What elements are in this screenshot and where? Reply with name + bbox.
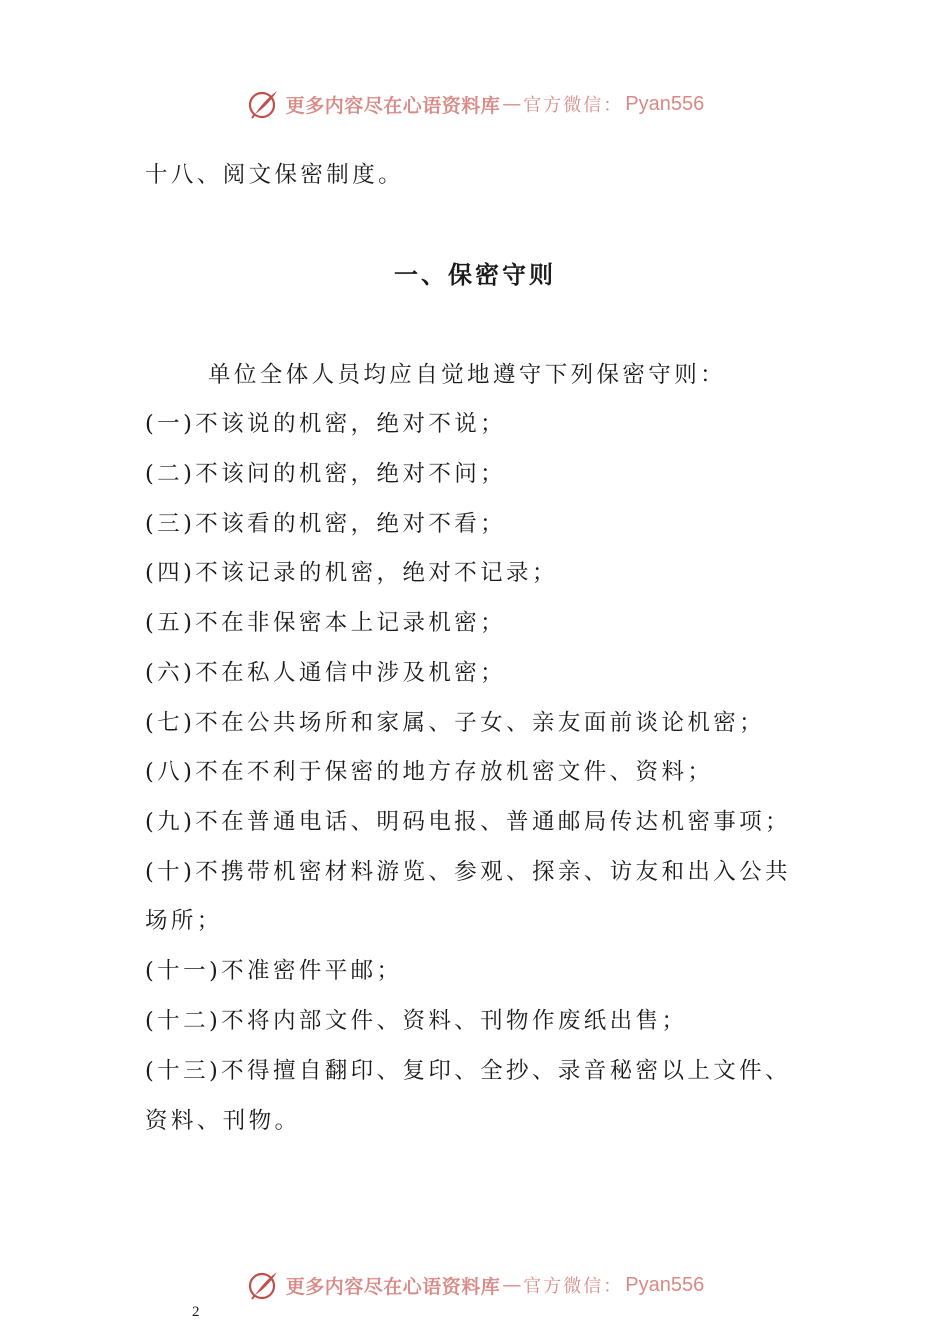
previous-item-text: 十八、阅文保密制度。: [145, 162, 405, 188]
intro-paragraph: 单位全体人员均应自觉地遵守下列保密守则：: [208, 362, 727, 388]
rule-item-9: (九)不在普通电话、明码电报、普通邮局传达机密事项；: [145, 809, 791, 835]
rule-item-4: (四)不该记录的机密，绝对不记录；: [145, 560, 558, 586]
watermark-dash: —: [502, 93, 522, 115]
rule-item-1: (一)不该说的机密，绝对不说；: [145, 411, 507, 437]
header-watermark: [0, 84, 950, 124]
watermark-wechat-label: 官方微信：: [523, 95, 624, 116]
quill-pen-logo-icon: [246, 1268, 280, 1302]
rule-item-2: (二)不该问的机密，绝对不问；: [145, 461, 507, 487]
page-number: 2: [192, 1304, 200, 1320]
rule-item-6: (六)不在私人通信中涉及机密；: [145, 660, 507, 686]
rule-item-7: (七)不在公共场所和家属、子女、亲友面前谈论机密；: [145, 710, 766, 736]
footer-watermark: [0, 1265, 950, 1305]
rule-item-3: (三)不该看的机密，绝对不看；: [145, 511, 507, 537]
rule-item-8: (八)不在不利于保密的地方存放机密文件、资料；: [145, 759, 714, 785]
rule-item-10-line-2: 场所；: [145, 908, 223, 934]
watermark-site-text: 更多内容尽在心语资料库: [285, 94, 501, 117]
rule-item-12: (十二)不将内部文件、资料、刊物作废纸出售；: [145, 1008, 688, 1034]
watermark-site-text: 更多内容尽在心语资料库: [285, 1275, 501, 1298]
rule-item-10-line-1: (十)不携带机密材料游览、参观、探亲、访友和出入公共: [145, 859, 791, 885]
watermark-wechat-id: Pyan556: [625, 1273, 705, 1296]
rule-item-13-line-1: (十三)不得擅自翻印、复印、全抄、录音秘密以上文件、: [145, 1058, 791, 1084]
rule-item-13-line-2: 资料、刊物。: [145, 1108, 301, 1134]
watermark-wechat-id: Pyan556: [625, 92, 705, 115]
quill-pen-logo-icon: [246, 87, 280, 121]
rule-item-11: (十一)不准密件平邮；: [145, 958, 403, 984]
section-title: 一、保密守则: [394, 260, 556, 289]
rule-item-5: (五)不在非保密本上记录机密；: [145, 610, 507, 636]
watermark-wechat-label: 官方微信：: [523, 1276, 624, 1297]
watermark-dash: —: [502, 1274, 522, 1296]
